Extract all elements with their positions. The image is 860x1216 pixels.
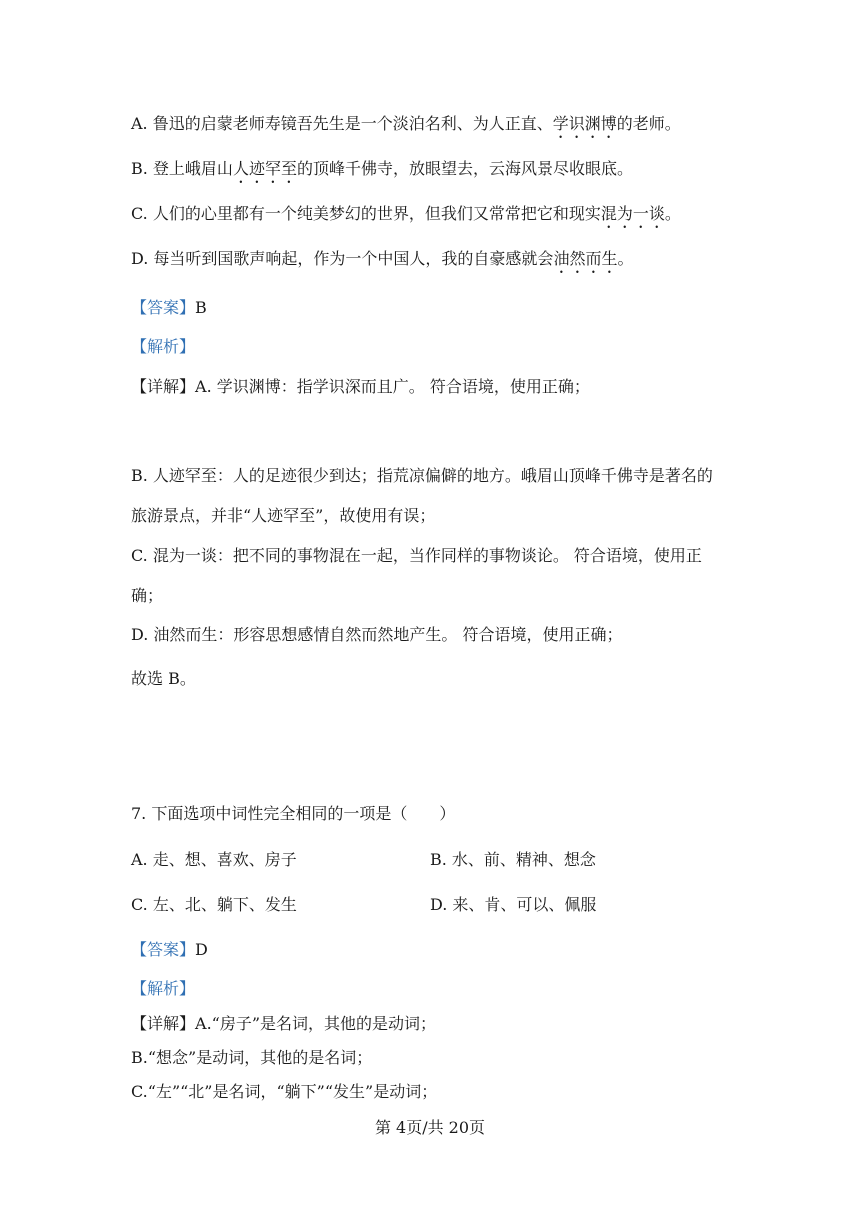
detail-label: 【详解】	[131, 1014, 196, 1033]
q6-detail-line-2: B. 人迹罕至：人的足迹很少到达；指荒凉偏僻的地方。峨眉山顶峰千佛寺是著名的	[131, 466, 713, 485]
q7-detail-line-1: 【详解】A.“房子”是名词，其他的是动词；	[131, 1014, 437, 1033]
emphasized-phrase: 混为一谈	[600, 204, 665, 223]
page-footer: 第 4页/共 20页	[374, 1118, 486, 1137]
q7-option-b: B. 水、前、精神、想念	[430, 850, 596, 869]
q6-detail-line-7: 故选 B。	[131, 669, 196, 688]
q6-option-d: D. 每当听到国歌声响起，作为一个中国人，我的自豪感就会油然而生。	[131, 249, 634, 268]
answer-label: 【答案】	[131, 940, 196, 959]
q7-question: 7. 下面选项中词性完全相同的一项是（ ）	[131, 804, 456, 823]
answer-value: B	[195, 298, 207, 317]
q6-answer	[131, 297, 207, 319]
q6-detail-line-3: 旅游景点，并非“人迹罕至”，故使用有误；	[131, 506, 436, 525]
q7-answer	[131, 939, 208, 961]
q6-option-c: C. 人们的心里都有一个纯美梦幻的世界，但我们又常常把它和现实混为一谈。	[131, 204, 681, 223]
q7-detail-line-3: C.“左”“北”是名词，“躺下”“发生”是动词；	[131, 1082, 438, 1101]
q6-detail-line-5: 确；	[131, 586, 164, 605]
emphasized-phrase: 人迹罕至	[232, 159, 297, 178]
q6-detail-line-6: D. 油然而生：形容思想感情自然而然地产生。 符合语境，使用正确；	[131, 625, 623, 644]
answer-label: 【答案】	[131, 298, 196, 317]
q7-option-c: C. 左、北、躺下、发生	[131, 895, 297, 914]
q6-analysis-label: 【解析】	[131, 337, 196, 356]
detail-label: 【详解】	[131, 377, 196, 396]
q6-option-b: B. 登上峨眉山人迹罕至的顶峰千佛寺，放眼望去，云海风景尽收眼底。	[131, 159, 633, 178]
q6-detail-line-1: 【详解】A. 学识渊博：指学识深而且广。 符合语境，使用正确；	[131, 377, 590, 396]
q7-analysis-label: 【解析】	[131, 979, 196, 998]
q7-detail-line-2: B.“想念”是动词，其他的是名词；	[131, 1048, 373, 1067]
emphasized-phrase: 学识渊博	[552, 114, 617, 133]
q7-option-d: D. 来、肯、可以、佩服	[430, 895, 597, 914]
answer-value: D	[195, 940, 208, 959]
q6-option-a: A. 鲁迅的启蒙老师寿镜吾先生是一个淡泊名利、为人正直、学识渊博的老师。	[131, 114, 681, 133]
q7-option-a: A. 走、想、喜欢、房子	[131, 850, 297, 869]
emphasized-phrase: 油然而生	[553, 249, 618, 268]
q6-detail-line-4: C. 混为一谈：把不同的事物混在一起，当作同样的事物谈论。 符合语境，使用正	[131, 546, 702, 565]
